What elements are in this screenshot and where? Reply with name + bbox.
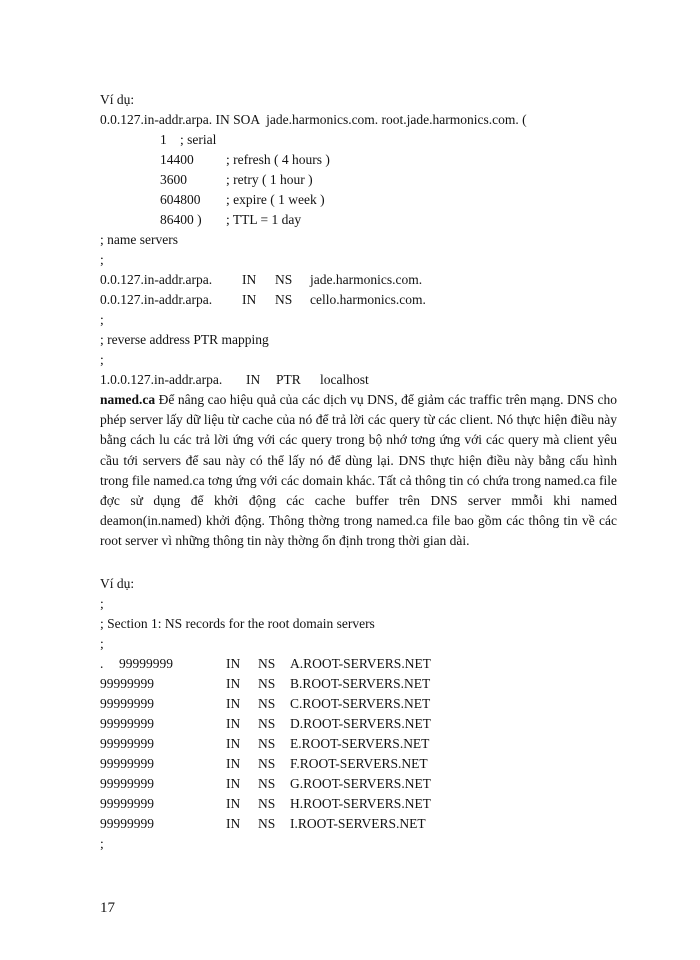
- soa-comment: ; TTL = 1 day: [226, 212, 302, 227]
- example-label: Ví dụ:: [100, 576, 135, 591]
- record-class: IN: [226, 776, 241, 791]
- record-type: NS: [258, 716, 276, 731]
- record-class: IN: [226, 756, 241, 771]
- soa-comment: ; serial: [180, 132, 217, 147]
- record-ttl: 99999999: [100, 776, 154, 791]
- named-ca-term: named.ca: [100, 392, 156, 407]
- record-type: NS: [275, 272, 293, 287]
- record-type: NS: [258, 756, 276, 771]
- record-type: NS: [258, 656, 276, 671]
- example-label: Ví dụ:: [100, 92, 135, 107]
- record-class: IN: [226, 676, 241, 691]
- comment-semicolon: ;: [100, 636, 104, 651]
- soa-comment: ; retry ( 1 hour ): [226, 172, 313, 187]
- named-ca-paragraph: [100, 390, 617, 552]
- record-type: NS: [258, 696, 276, 711]
- record-ttl: 99999999: [100, 676, 154, 691]
- soa-comment: ; refresh ( 4 hours ): [226, 152, 330, 167]
- record-name: 0.0.127.in-addr.arpa.: [100, 292, 213, 307]
- section-comment: ; Section 1: NS records for the root domain servers: [100, 616, 375, 631]
- record-ttl: 99999999: [100, 756, 154, 771]
- root-ns-record: [100, 814, 500, 934]
- record-ttl: 99999999: [100, 736, 154, 751]
- soa-value: 3600: [160, 172, 187, 187]
- record-class: IN: [226, 796, 241, 811]
- record-ttl: 99999999: [119, 656, 173, 671]
- record-ttl: 99999999: [100, 716, 154, 731]
- record-type: NS: [258, 776, 276, 791]
- record-class: IN: [226, 716, 241, 731]
- record-ttl: 99999999: [100, 696, 154, 711]
- record-target: F.ROOT-SERVERS.NET: [290, 756, 428, 771]
- record-target: jade.harmonics.com.: [310, 272, 423, 287]
- record-type: NS: [275, 292, 293, 307]
- record-class: IN: [226, 736, 241, 751]
- record-target: B.ROOT-SERVERS.NET: [290, 676, 431, 691]
- record-class: IN: [226, 696, 241, 711]
- reverse-mapping-comment: ; reverse address PTR mapping: [100, 332, 269, 347]
- record-class: IN: [246, 372, 261, 387]
- comment-semicolon: ;: [100, 596, 104, 611]
- record-name: 1.0.0.127.in-addr.arpa.: [100, 372, 223, 387]
- comment-semicolon: ;: [100, 836, 104, 851]
- record-target: G.ROOT-SERVERS.NET: [290, 776, 431, 791]
- soa-header: 0.0.127.in-addr.arpa. IN SOA jade.harmonics.com. root.jade.harmonics.com. (: [100, 112, 527, 127]
- record-target: A.ROOT-SERVERS.NET: [290, 656, 431, 671]
- record-type: NS: [258, 736, 276, 751]
- soa-value: 14400: [160, 152, 194, 167]
- comment-semicolon: ;: [100, 252, 104, 267]
- record-ttl: 99999999: [100, 816, 154, 831]
- record-class: IN: [226, 816, 241, 831]
- named-ca-text: Để nâng cao hiệu quả của các dịch vụ DNS, để giảm các traffic trên mạng. DNS cho phép server lấy dữ liệu từ cache của nó để trả lời các query từ các client. Nó thực hiện điều này bằng cách lu các trả lời ứng với các query trong bộ nhớ tơng ứng với các query mà client yêu cầu tới servers để sau này có thể lấy nó để dùng lại. DNS thực hiện điều này bằng cấu hình trong file named.ca tơng ứng với các domain khác. Tất cả thông tin có chứa trong named.ca file đợc sử dụng để khởi động các cache buffer trên DNS server mmỗi khi named deamon(in.named) khởi động. Thông thờng trong named.ca file bao gồm các thông tin về các root server vì những thông tin này thờng ổn định trong thời gian dài.: [100, 392, 617, 549]
- record-target: I.ROOT-SERVERS.NET: [290, 816, 426, 831]
- record-target: cello.harmonics.com.: [310, 292, 426, 307]
- record-target: D.ROOT-SERVERS.NET: [290, 716, 431, 731]
- record-target: localhost: [320, 372, 369, 387]
- soa-value: 86400 ): [160, 212, 202, 227]
- record-target: E.ROOT-SERVERS.NET: [290, 736, 430, 751]
- page-number: 17: [100, 900, 115, 916]
- record-name: .: [100, 656, 104, 671]
- record-type: NS: [258, 796, 276, 811]
- record-type: NS: [258, 676, 276, 691]
- record-type: PTR: [276, 372, 301, 387]
- soa-value: 1: [160, 132, 167, 147]
- comment-semicolon: ;: [100, 312, 104, 327]
- record-name: 0.0.127.in-addr.arpa.: [100, 272, 213, 287]
- record-ttl: 99999999: [100, 796, 154, 811]
- record-class: IN: [226, 656, 241, 671]
- record-class: IN: [242, 272, 257, 287]
- soa-comment: ; expire ( 1 week ): [226, 192, 325, 207]
- record-class: IN: [242, 292, 257, 307]
- record-target: H.ROOT-SERVERS.NET: [290, 796, 431, 811]
- soa-value: 604800: [160, 192, 201, 207]
- record-target: C.ROOT-SERVERS.NET: [290, 696, 431, 711]
- name-servers-comment: ; name servers: [100, 232, 178, 247]
- record-type: NS: [258, 816, 276, 831]
- comment-semicolon: ;: [100, 352, 104, 367]
